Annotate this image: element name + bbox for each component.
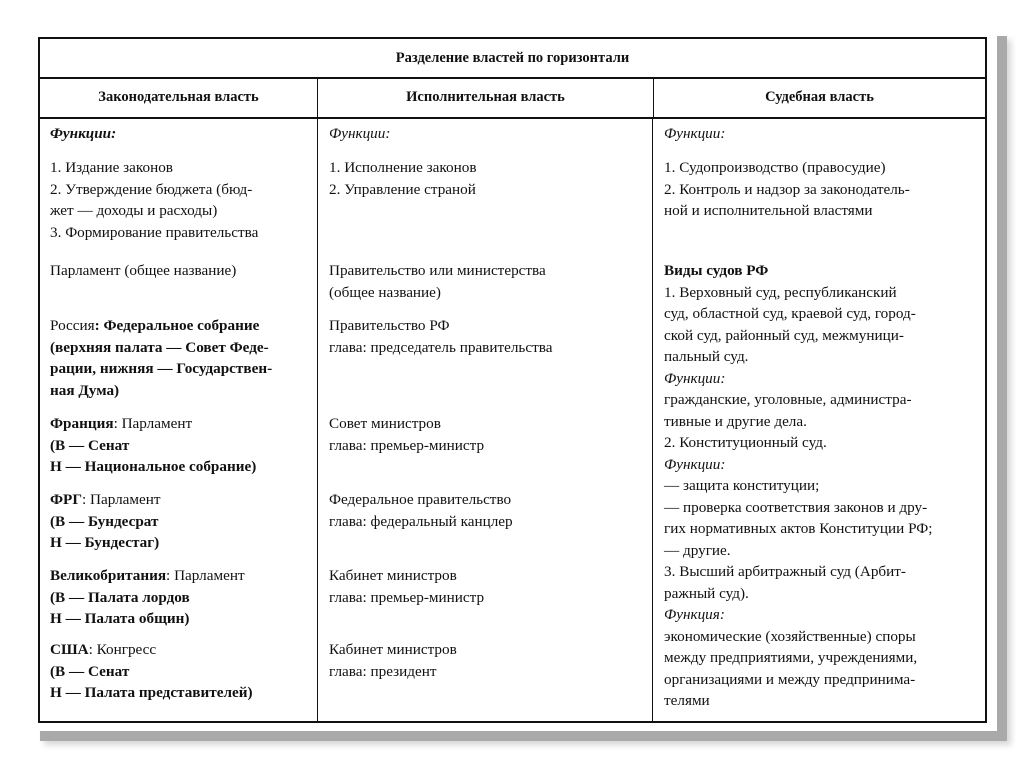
court-line: телями: [664, 692, 710, 709]
country-france: Франция: Парламент (В — Сенат Н — Национальное собрание): [50, 415, 257, 475]
function-item: 1. Издание законов: [50, 159, 173, 176]
country-usa: США: Конгресс (В — Сенат Н — Палата представителей): [50, 641, 253, 701]
court-line: 3. Высший арбитражный суд (Арбит-: [664, 563, 906, 580]
header-executive: Исполнительная власть: [317, 77, 653, 117]
government-frg: Федеральное правительство глава: федеральный канцлер: [329, 491, 513, 530]
function-item: жет — доходы и расходы): [50, 202, 218, 219]
government-uk: Кабинет министров глава: премьер-министр: [329, 567, 485, 606]
court-line: ражный суд).: [664, 584, 749, 602]
court-line: Функция:: [664, 606, 725, 623]
courts-title: Виды судов РФ: [664, 262, 769, 279]
court-line: организациями и между предпринима-: [664, 670, 916, 688]
function-item: 1. Судопроизводство (правосудие): [664, 159, 886, 176]
court-line: тивные и другие дела.: [664, 412, 807, 430]
functions-label: Функции:: [664, 125, 726, 142]
country-name: Россия: [50, 317, 95, 334]
table-title: Разделение властей по горизонтали: [40, 39, 985, 79]
court-line: — проверка соответствия законов и дру-: [664, 498, 928, 516]
general-name: Правительство или министерства: [329, 262, 546, 279]
court-line: гражданские, уголовные, администра-: [664, 391, 912, 408]
document-page: [30, 26, 997, 731]
court-line: пальный суд.: [664, 348, 749, 365]
country-frg: ФРГ: Парламент (В — Бундесрат Н — Бундестаг): [50, 491, 161, 551]
government-france: Совет министров глава: премьер-министр: [329, 415, 485, 454]
table-body: [40, 117, 985, 721]
court-line: Функции:: [664, 455, 726, 473]
court-line: — защита конституции;: [664, 477, 820, 494]
court-line: суд, областной суд, краевой суд, город-: [664, 305, 916, 322]
header-legislative: Законодательная власть: [98, 88, 259, 105]
executive-column: Функции: 1. Исполнение законов 2. Управление страной Правительство или министерства (общее название) Правительство РФ глава: председатель правительства Совет министров глава: премьер-министр Федеральное правительство глава: федеральный канцлер Кабинет министров глава: премьер-министр Кабинет министров глава: президент: [317, 117, 652, 721]
function-item: 2. Утверждение бюджета (бюд-: [50, 180, 253, 198]
judicial-column: [652, 117, 985, 721]
court-line: гих нормативных актов Конституции РФ;: [664, 520, 933, 537]
function-item: ной и исполнительной властями: [664, 202, 873, 219]
function-item: 2. Управление страной: [329, 180, 476, 198]
country-uk: Великобритания: Парламент (В — Палата лордов Н — Палата общин): [50, 567, 245, 627]
government-usa: Кабинет министров глава: президент: [329, 641, 457, 680]
court-line: Функции:: [664, 369, 726, 387]
general-name: Парламент (общее название): [50, 262, 237, 279]
header-judicial: Судебная власть: [653, 77, 985, 117]
court-line: экономические (хозяйственные) споры: [664, 627, 916, 645]
court-line: между предприятиями, учреждениями,: [664, 649, 918, 666]
courts-of-rf: [664, 260, 981, 712]
function-item: 3. Формирование правительства: [50, 223, 259, 241]
court-line: ской суд, районный суд, межмуници-: [664, 326, 904, 344]
country-russia: Россия: Федеральное собрание (верхняя палата — Совет Феде- рации, нижняя — Государствен- ная Дума): [50, 317, 273, 399]
function-item: 1. Исполнение законов: [329, 159, 477, 176]
function-item: 2. Контроль и надзор за законодатель-: [664, 180, 910, 198]
functions-label: Функции:: [50, 125, 117, 142]
government-russia: Правительство РФ глава: председатель правительства: [329, 317, 553, 356]
functions-label: Функции:: [329, 125, 391, 142]
column-headers: [40, 77, 985, 119]
court-line: 2. Конституционный суд.: [664, 434, 827, 451]
separation-of-powers-table: [38, 37, 987, 723]
court-line: 1. Верховный суд, республиканский: [664, 283, 897, 301]
court-line: — другие.: [664, 541, 731, 559]
legislative-column: [40, 117, 317, 721]
